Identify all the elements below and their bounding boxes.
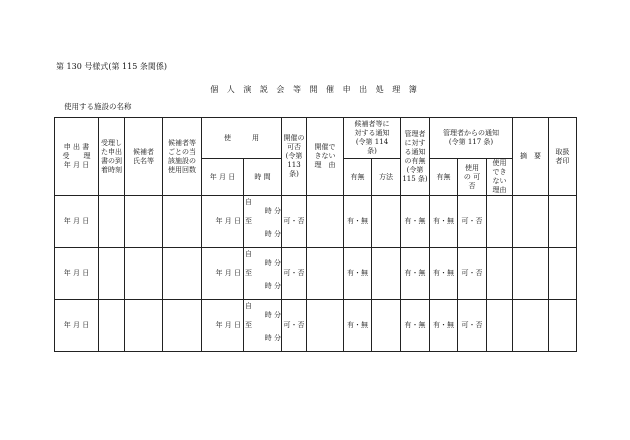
header-line: 使用 [492, 159, 507, 167]
handler-seal-cell[interactable] [549, 300, 577, 352]
header-line: 理 由 [314, 161, 336, 169]
date-text: 年 月 日 [63, 269, 90, 277]
yesno-text: 有・無 [347, 217, 368, 225]
remarks-cell[interactable] [513, 248, 549, 300]
yesno-text: 有・無 [433, 321, 454, 329]
fm-yesno-cell[interactable] [430, 248, 458, 300]
header-line: 候補者等に [354, 120, 390, 128]
header-usage: 使 用 [202, 118, 282, 159]
header-usage-date: 年 月 日 [202, 159, 244, 196]
notice-yesno-cell[interactable] [344, 196, 372, 248]
receipt-time-cell[interactable] [99, 248, 125, 300]
header-line: ごとの当 [168, 147, 196, 156]
usage-date-cell[interactable] [202, 300, 244, 352]
use-count-cell[interactable] [163, 248, 202, 300]
availability-text: 可・否 [461, 217, 483, 225]
header-fm-use [458, 159, 487, 196]
header-line: (令第 117 条) [448, 138, 494, 146]
table-row [55, 300, 577, 352]
header-line: 113 [287, 161, 301, 169]
received-date-cell[interactable] [55, 248, 99, 300]
header-receipt-time [99, 118, 125, 196]
notice-method-cell[interactable] [372, 248, 401, 300]
fm-use-cell[interactable] [458, 300, 487, 352]
header-line: (令第 [285, 152, 303, 160]
availability-text: 可・否 [283, 269, 305, 277]
header-line: 申 出 書 [63, 143, 90, 151]
header-line: の 可 [463, 172, 481, 181]
candidate-name-cell[interactable] [125, 300, 163, 352]
start-time-text: 時 分 [264, 311, 281, 319]
header-line: (令第 114 [355, 138, 389, 146]
header-line: 管理者からの通知 [443, 129, 499, 137]
handler-seal-cell[interactable] [549, 196, 577, 248]
to-mark: 至 [245, 269, 252, 277]
header-line: 着時刻 [101, 165, 122, 174]
usage-date-text: 年 月 日 [215, 321, 241, 329]
candidate-name-cell[interactable] [125, 248, 163, 300]
header-line: 可否 [287, 143, 301, 151]
header-line: きない [314, 152, 336, 160]
header-line: た申出 [101, 147, 122, 156]
header-manager-notice [401, 118, 430, 196]
header-line: 取扱 [555, 147, 570, 156]
availability-cell[interactable] [282, 300, 307, 352]
header-line: 者印 [555, 156, 570, 165]
form-number: 第 130 号様式(第 115 条関係) [56, 62, 167, 71]
usage-date-text: 年 月 日 [215, 217, 241, 225]
availability-text: 可・否 [461, 321, 483, 329]
header-line: 該施設の [168, 156, 196, 165]
fm-yesno-cell[interactable] [430, 196, 458, 248]
header-line: 候補者等 [168, 138, 196, 147]
availability-text: 可・否 [283, 217, 305, 225]
header-reason [307, 118, 344, 196]
header-line: ない [492, 177, 507, 185]
header-line: に対す [404, 138, 426, 147]
availability-text: 可・否 [283, 321, 305, 329]
fm-use-cell[interactable] [458, 196, 487, 248]
header-line: 書の到 [101, 156, 122, 165]
to-mark: 至 [245, 321, 252, 329]
header-notice-yesno: 有無 [344, 159, 372, 196]
header-line: 管理者 [404, 129, 426, 138]
availability-cell[interactable] [282, 196, 307, 248]
usage-time-cell[interactable] [244, 300, 282, 352]
header-line: 開催の [283, 134, 305, 142]
header-use-count [163, 118, 202, 196]
header-line: 否 [468, 181, 476, 190]
header-line: (令第 [406, 165, 424, 174]
header-line: の有無 [404, 156, 426, 165]
fm-reason-cell[interactable] [487, 248, 513, 300]
remarks-cell[interactable] [513, 196, 549, 248]
header-line: 条) [367, 147, 377, 155]
received-date-cell[interactable] [55, 300, 99, 352]
notice-yesno-cell[interactable] [344, 248, 372, 300]
header-line: 使用 [465, 163, 479, 172]
yesno-text: 有・無 [404, 321, 426, 329]
reason-cell[interactable] [307, 248, 344, 300]
header-line: 条) [289, 170, 299, 178]
start-time-text: 時 分 [264, 207, 281, 215]
header-line: でき [492, 168, 507, 176]
manager-notice-cell[interactable] [401, 248, 430, 300]
date-text: 年 月 日 [63, 321, 90, 329]
availability-text: 可・否 [461, 269, 483, 277]
end-time-text: 時 分 [264, 230, 281, 238]
receipt-time-cell[interactable] [99, 196, 125, 248]
header-candidate-name [125, 118, 163, 196]
header-notice-to-candidate [344, 118, 401, 159]
header-line: 受 理 [62, 152, 91, 160]
yesno-text: 有・無 [433, 217, 454, 225]
fm-reason-cell[interactable] [487, 196, 513, 248]
notice-yesno-cell[interactable] [344, 300, 372, 352]
header-line: 理由 [492, 186, 507, 194]
fm-reason-cell[interactable] [487, 300, 513, 352]
yesno-text: 有・無 [404, 217, 426, 225]
from-mark: 自 [245, 198, 252, 206]
header-usage-time: 時 間 [244, 159, 282, 196]
register-table [54, 117, 577, 352]
yesno-text: 有・無 [347, 269, 368, 277]
reason-cell[interactable] [307, 196, 344, 248]
yesno-text: 有・無 [404, 269, 426, 277]
facility-name-label: 使用する施設の名称 [64, 102, 132, 111]
document-title: 個 人 演 説 会 等 開 催 申 出 処 理 簿 [210, 85, 420, 94]
usage-date-cell[interactable] [202, 196, 244, 248]
header-line: 使用回数 [168, 165, 196, 174]
end-time-text: 時 分 [264, 334, 281, 342]
header-fm-reason [487, 159, 513, 196]
header-line: 候補者 [133, 147, 154, 156]
availability-cell[interactable] [282, 248, 307, 300]
header-received-date [55, 118, 99, 196]
notice-method-cell[interactable] [372, 300, 401, 352]
candidate-name-cell[interactable] [125, 196, 163, 248]
table-row [55, 248, 577, 300]
remarks-cell[interactable] [513, 300, 549, 352]
fm-use-cell[interactable] [458, 248, 487, 300]
manager-notice-cell[interactable] [401, 300, 430, 352]
manager-notice-cell[interactable] [401, 196, 430, 248]
header-handler-seal [549, 118, 577, 196]
yesno-text: 有・無 [433, 269, 454, 277]
header-line: る通知 [404, 147, 426, 156]
usage-time-cell[interactable] [244, 196, 282, 248]
to-mark: 至 [245, 217, 252, 225]
date-text: 年 月 日 [63, 217, 90, 225]
received-date-cell[interactable] [55, 196, 99, 248]
usage-date-text: 年 月 日 [215, 269, 241, 277]
header-fm-yesno: 有無 [430, 159, 458, 196]
header-line: 氏名等 [133, 156, 154, 165]
handler-seal-cell[interactable] [549, 248, 577, 300]
use-count-cell[interactable] [163, 300, 202, 352]
header-line: 受理し [101, 138, 122, 147]
header-line: 115 条) [402, 174, 428, 183]
yesno-text: 有・無 [347, 321, 368, 329]
end-time-text: 時 分 [264, 282, 281, 290]
fm-yesno-cell[interactable] [430, 300, 458, 352]
header-remarks: 摘 要 [513, 118, 549, 196]
from-mark: 自 [245, 302, 252, 310]
start-time-text: 時 分 [264, 259, 281, 267]
usage-date-cell[interactable] [202, 248, 244, 300]
notice-method-cell[interactable] [372, 196, 401, 248]
usage-time-cell[interactable] [244, 248, 282, 300]
header-line: 対する通知 [354, 129, 390, 137]
from-mark: 自 [245, 250, 252, 258]
reason-cell[interactable] [307, 300, 344, 352]
header-notice-method: 方法 [372, 159, 401, 196]
table-row [55, 196, 577, 248]
header-availability [282, 118, 307, 196]
header-line: 開催で [314, 143, 336, 151]
use-count-cell[interactable] [163, 196, 202, 248]
receipt-time-cell[interactable] [99, 300, 125, 352]
header-from-manager [430, 118, 513, 159]
header-line: 年 月 日 [63, 161, 90, 169]
